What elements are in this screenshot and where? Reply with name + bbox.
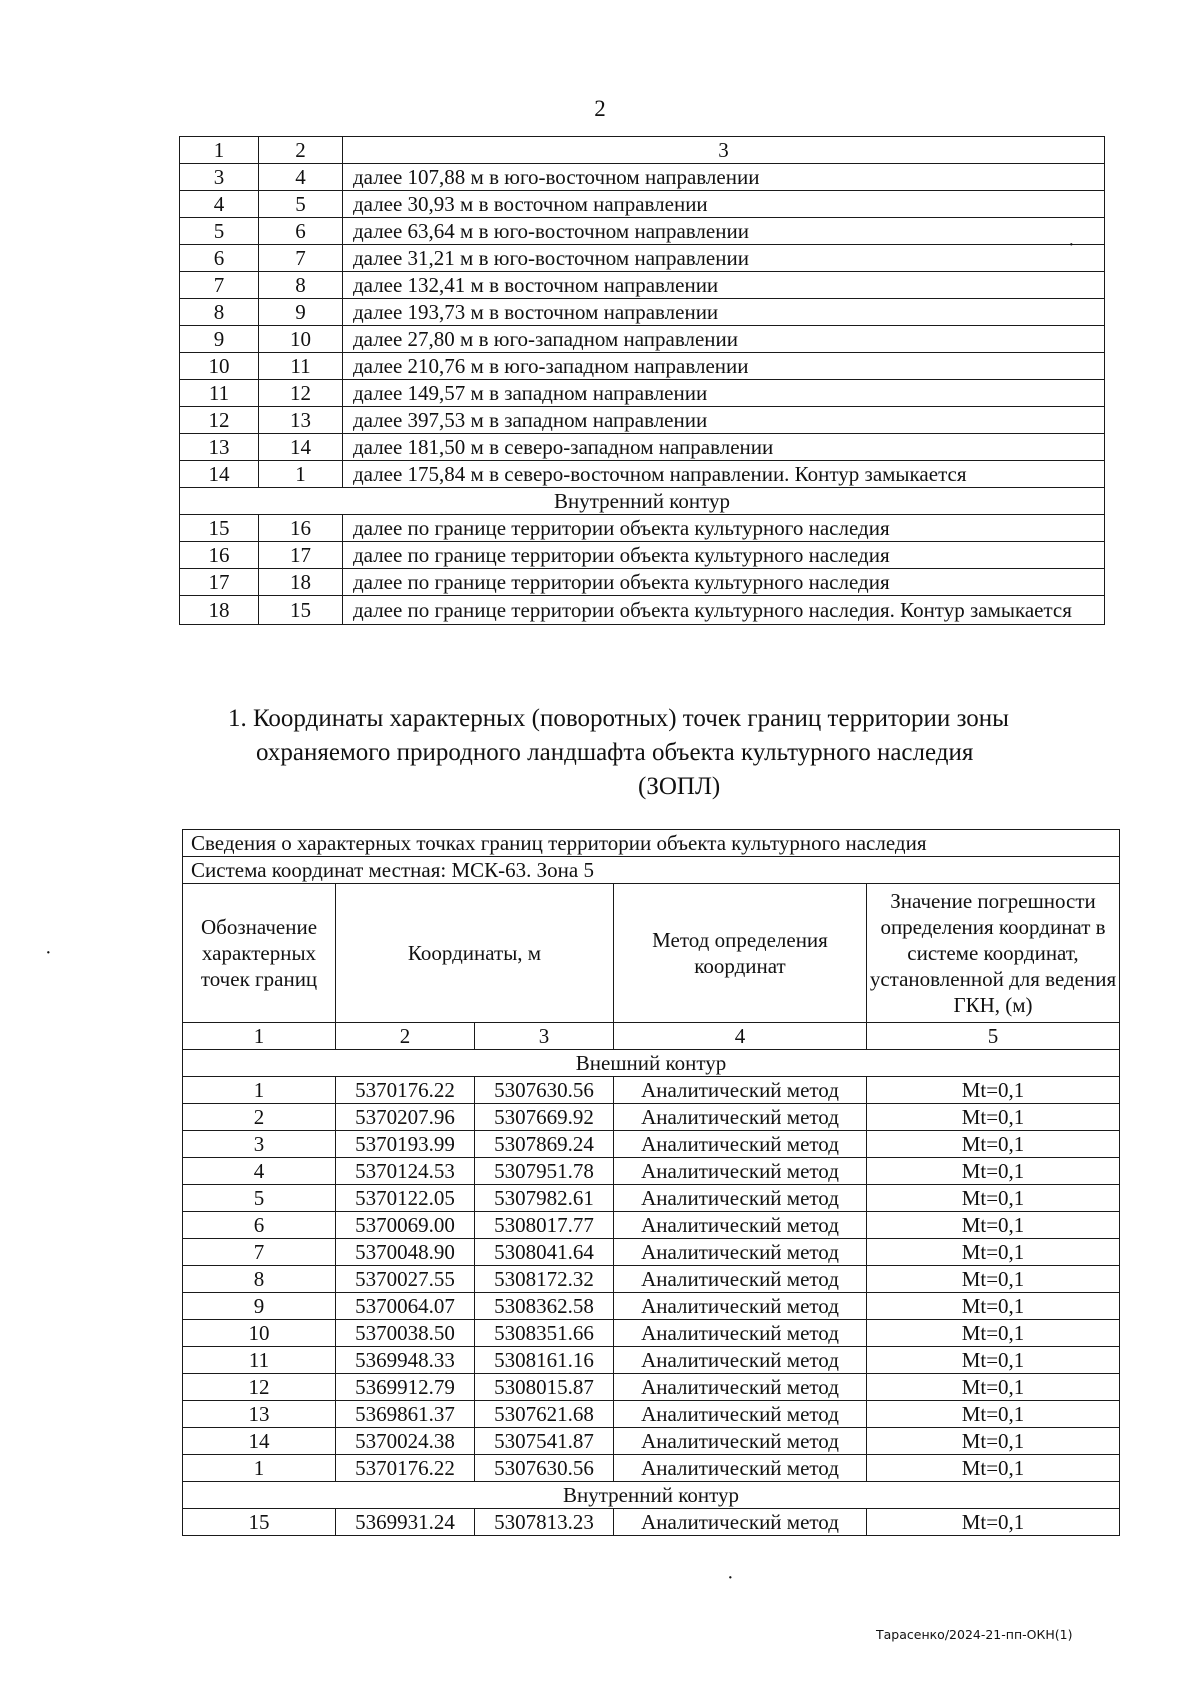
accuracy-cell: Mt=0,1 xyxy=(867,1347,1120,1374)
point-to: 5 xyxy=(259,191,343,218)
caption-row xyxy=(183,857,1120,884)
table-row xyxy=(183,1320,1120,1347)
accuracy-cell: Mt=0,1 xyxy=(867,1239,1120,1266)
method-cell: Аналитический метод xyxy=(614,1428,867,1455)
table-caption: Сведения о характерных точках границ территории объекта культурного наследия xyxy=(183,830,1120,857)
coordinate-y: 5307630.56 xyxy=(475,1455,614,1482)
segment-description: далее 63,64 м в юго-восточном направлении xyxy=(343,218,1105,245)
table-header-row xyxy=(180,137,1105,164)
heading-line: 1. Координаты характерных (поворотных) точек границ территории зоны xyxy=(228,705,1009,732)
column-header-coordinates: Координаты, м xyxy=(336,884,614,1023)
coordinate-y: 5308015.87 xyxy=(475,1374,614,1401)
boundary-description-table xyxy=(179,136,1105,625)
coordinate-x: 5370176.22 xyxy=(336,1455,475,1482)
accuracy-cell: Mt=0,1 xyxy=(867,1320,1120,1347)
point-id: 12 xyxy=(183,1374,336,1401)
point-to: 1 xyxy=(259,461,343,488)
inner-contour-label: Внутренний контур xyxy=(183,1482,1120,1509)
table-row xyxy=(180,542,1105,569)
method-cell: Аналитический метод xyxy=(614,1077,867,1104)
method-cell: Аналитический метод xyxy=(614,1266,867,1293)
table-row xyxy=(180,191,1105,218)
section-row xyxy=(180,488,1105,515)
coordinate-y: 5307630.56 xyxy=(475,1077,614,1104)
accuracy-cell: Mt=0,1 xyxy=(867,1185,1120,1212)
column-number: 5 xyxy=(867,1023,1120,1050)
coordinate-y: 5307621.68 xyxy=(475,1401,614,1428)
segment-description: далее по границе территории объекта культурного наследия xyxy=(343,515,1105,542)
point-from: 16 xyxy=(180,542,259,569)
heading-line: охраняемого природного ландшафта объекта культурного наследия xyxy=(256,739,974,766)
segment-description: далее 30,93 м в восточном направлении xyxy=(343,191,1105,218)
table-row xyxy=(183,1212,1120,1239)
scan-speck: · xyxy=(1068,234,1075,256)
column-header-point: Обозначение характерных точек границ xyxy=(183,884,336,1023)
header-cell: 3 xyxy=(343,137,1105,164)
table-row xyxy=(183,1104,1120,1131)
table-row xyxy=(180,380,1105,407)
point-from: 8 xyxy=(180,299,259,326)
column-number: 3 xyxy=(475,1023,614,1050)
point-from: 3 xyxy=(180,164,259,191)
accuracy-cell: Mt=0,1 xyxy=(867,1401,1120,1428)
coordinate-y: 5307813.23 xyxy=(475,1509,614,1536)
table-row xyxy=(183,1077,1120,1104)
segment-description: далее 27,80 м в юго-западном направлении xyxy=(343,326,1105,353)
point-to: 15 xyxy=(259,596,343,625)
table-row xyxy=(180,596,1105,625)
table-row xyxy=(183,1401,1120,1428)
document-reference: Тарасенко/2024-21-пп-ОКН(1) xyxy=(876,1627,1073,1642)
table-row xyxy=(183,1509,1120,1536)
outer-contour-label: Внешний контур xyxy=(183,1050,1120,1077)
point-from: 7 xyxy=(180,272,259,299)
method-cell: Аналитический метод xyxy=(614,1239,867,1266)
coordinate-x: 5369948.33 xyxy=(336,1347,475,1374)
table-row xyxy=(183,1239,1120,1266)
point-id: 9 xyxy=(183,1293,336,1320)
accuracy-cell: Mt=0,1 xyxy=(867,1158,1120,1185)
table-row xyxy=(180,515,1105,542)
table-row xyxy=(180,407,1105,434)
section-heading xyxy=(228,702,1128,804)
coordinate-system: Система координат местная: МСК-63. Зона 5 xyxy=(183,857,1120,884)
accuracy-cell: Mt=0,1 xyxy=(867,1293,1120,1320)
method-cell: Аналитический метод xyxy=(614,1509,867,1536)
coordinate-x: 5370069.00 xyxy=(336,1212,475,1239)
table-row xyxy=(183,1131,1120,1158)
column-header-accuracy: Значение погрешности определения координат в системе координат, установленной для ведения ГКН, (м) xyxy=(867,884,1120,1023)
heading-line: (ЗОПЛ) xyxy=(638,773,721,800)
coordinate-x: 5369931.24 xyxy=(336,1509,475,1536)
coordinate-y: 5308172.32 xyxy=(475,1266,614,1293)
point-to: 14 xyxy=(259,434,343,461)
coordinate-x: 5370207.96 xyxy=(336,1104,475,1131)
coordinate-y: 5308161.16 xyxy=(475,1347,614,1374)
table-row xyxy=(183,1158,1120,1185)
point-from: 14 xyxy=(180,461,259,488)
segment-description: далее 31,21 м в юго-восточном направлении xyxy=(343,245,1105,272)
inner-contour-label: Внутренний контур xyxy=(180,488,1105,515)
method-cell: Аналитический метод xyxy=(614,1212,867,1239)
point-id: 10 xyxy=(183,1320,336,1347)
point-id: 14 xyxy=(183,1428,336,1455)
method-cell: Аналитический метод xyxy=(614,1185,867,1212)
coordinate-y: 5308351.66 xyxy=(475,1320,614,1347)
point-from: 5 xyxy=(180,218,259,245)
point-id: 15 xyxy=(183,1509,336,1536)
accuracy-cell: Mt=0,1 xyxy=(867,1077,1120,1104)
column-header-method: Метод определения координат xyxy=(614,884,867,1023)
table-row xyxy=(180,245,1105,272)
point-to: 7 xyxy=(259,245,343,272)
coordinate-x: 5369912.79 xyxy=(336,1374,475,1401)
coordinate-x: 5370176.22 xyxy=(336,1077,475,1104)
point-from: 6 xyxy=(180,245,259,272)
point-to: 12 xyxy=(259,380,343,407)
point-from: 4 xyxy=(180,191,259,218)
table-row xyxy=(180,569,1105,596)
point-id: 2 xyxy=(183,1104,336,1131)
coordinate-x: 5370038.50 xyxy=(336,1320,475,1347)
point-from: 10 xyxy=(180,353,259,380)
segment-description: далее 132,41 м в восточном направлении xyxy=(343,272,1105,299)
table-row xyxy=(180,164,1105,191)
coordinate-y: 5308362.58 xyxy=(475,1293,614,1320)
table-row xyxy=(183,1428,1120,1455)
column-header-row xyxy=(183,884,1120,1023)
table-row xyxy=(180,218,1105,245)
segment-description: далее по границе территории объекта культурного наследия. Контур замыкается xyxy=(343,596,1105,625)
column-number-row xyxy=(183,1023,1120,1050)
table-row xyxy=(180,299,1105,326)
coordinate-y: 5308041.64 xyxy=(475,1239,614,1266)
header-cell: 1 xyxy=(180,137,259,164)
point-id: 1 xyxy=(183,1077,336,1104)
table-row xyxy=(180,434,1105,461)
coordinate-x: 5370193.99 xyxy=(336,1131,475,1158)
scan-speck: · xyxy=(45,942,52,964)
point-from: 13 xyxy=(180,434,259,461)
point-id: 7 xyxy=(183,1239,336,1266)
point-to: 17 xyxy=(259,542,343,569)
coordinate-x: 5370048.90 xyxy=(336,1239,475,1266)
segment-description: далее 397,53 м в западном направлении xyxy=(343,407,1105,434)
method-cell: Аналитический метод xyxy=(614,1347,867,1374)
table-row xyxy=(180,272,1105,299)
table-row xyxy=(180,353,1105,380)
coordinate-x: 5370027.55 xyxy=(336,1266,475,1293)
point-from: 15 xyxy=(180,515,259,542)
coordinates-table xyxy=(182,829,1120,1536)
table-row xyxy=(183,1185,1120,1212)
point-to: 18 xyxy=(259,569,343,596)
segment-description: далее 149,57 м в западном направлении xyxy=(343,380,1105,407)
point-to: 10 xyxy=(259,326,343,353)
coordinate-y: 5307669.92 xyxy=(475,1104,614,1131)
point-id: 11 xyxy=(183,1347,336,1374)
accuracy-cell: Mt=0,1 xyxy=(867,1374,1120,1401)
table-row xyxy=(183,1293,1120,1320)
coordinate-x: 5370064.07 xyxy=(336,1293,475,1320)
coordinate-x: 5370124.53 xyxy=(336,1158,475,1185)
coordinate-y: 5307982.61 xyxy=(475,1185,614,1212)
table-row xyxy=(183,1347,1120,1374)
point-from: 11 xyxy=(180,380,259,407)
method-cell: Аналитический метод xyxy=(614,1374,867,1401)
point-to: 6 xyxy=(259,218,343,245)
accuracy-cell: Mt=0,1 xyxy=(867,1131,1120,1158)
point-id: 8 xyxy=(183,1266,336,1293)
method-cell: Аналитический метод xyxy=(614,1158,867,1185)
table-row xyxy=(183,1266,1120,1293)
coordinate-y: 5307869.24 xyxy=(475,1131,614,1158)
accuracy-cell: Mt=0,1 xyxy=(867,1212,1120,1239)
point-id: 13 xyxy=(183,1401,336,1428)
point-id: 1 xyxy=(183,1455,336,1482)
coordinate-y: 5307541.87 xyxy=(475,1428,614,1455)
accuracy-cell: Mt=0,1 xyxy=(867,1509,1120,1536)
header-cell: 2 xyxy=(259,137,343,164)
section-row xyxy=(183,1050,1120,1077)
point-to: 13 xyxy=(259,407,343,434)
table-row xyxy=(180,326,1105,353)
segment-description: далее 210,76 м в юго-западном направлении xyxy=(343,353,1105,380)
page-number: 2 xyxy=(594,96,606,121)
scan-speck: · xyxy=(727,1567,734,1589)
point-to: 16 xyxy=(259,515,343,542)
point-from: 17 xyxy=(180,569,259,596)
segment-description: далее 193,73 м в восточном направлении xyxy=(343,299,1105,326)
accuracy-cell: Mt=0,1 xyxy=(867,1104,1120,1131)
point-to: 11 xyxy=(259,353,343,380)
table-row xyxy=(183,1455,1120,1482)
method-cell: Аналитический метод xyxy=(614,1401,867,1428)
point-id: 3 xyxy=(183,1131,336,1158)
coordinate-y: 5308017.77 xyxy=(475,1212,614,1239)
method-cell: Аналитический метод xyxy=(614,1104,867,1131)
point-id: 6 xyxy=(183,1212,336,1239)
accuracy-cell: Mt=0,1 xyxy=(867,1428,1120,1455)
segment-description: далее 175,84 м в северо-восточном направлении. Контур замыкается xyxy=(343,461,1105,488)
section-row xyxy=(183,1482,1120,1509)
coordinate-x: 5370122.05 xyxy=(336,1185,475,1212)
table-row xyxy=(183,1374,1120,1401)
accuracy-cell: Mt=0,1 xyxy=(867,1266,1120,1293)
method-cell: Аналитический метод xyxy=(614,1131,867,1158)
segment-description: далее по границе территории объекта культурного наследия xyxy=(343,569,1105,596)
point-to: 8 xyxy=(259,272,343,299)
segment-description: далее 107,88 м в юго-восточном направлении xyxy=(343,164,1105,191)
coordinate-x: 5370024.38 xyxy=(336,1428,475,1455)
segment-description: далее по границе территории объекта культурного наследия xyxy=(343,542,1105,569)
coordinate-y: 5307951.78 xyxy=(475,1158,614,1185)
point-from: 12 xyxy=(180,407,259,434)
coordinate-x: 5369861.37 xyxy=(336,1401,475,1428)
table-row xyxy=(180,461,1105,488)
method-cell: Аналитический метод xyxy=(614,1293,867,1320)
accuracy-cell: Mt=0,1 xyxy=(867,1455,1120,1482)
method-cell: Аналитический метод xyxy=(614,1455,867,1482)
caption-row xyxy=(183,830,1120,857)
point-id: 5 xyxy=(183,1185,336,1212)
method-cell: Аналитический метод xyxy=(614,1320,867,1347)
point-to: 9 xyxy=(259,299,343,326)
point-from: 18 xyxy=(180,596,259,625)
point-to: 4 xyxy=(259,164,343,191)
segment-description: далее 181,50 м в северо-западном направлении xyxy=(343,434,1105,461)
column-number: 4 xyxy=(614,1023,867,1050)
point-from: 9 xyxy=(180,326,259,353)
point-id: 4 xyxy=(183,1158,336,1185)
column-number: 1 xyxy=(183,1023,336,1050)
column-number: 2 xyxy=(336,1023,475,1050)
